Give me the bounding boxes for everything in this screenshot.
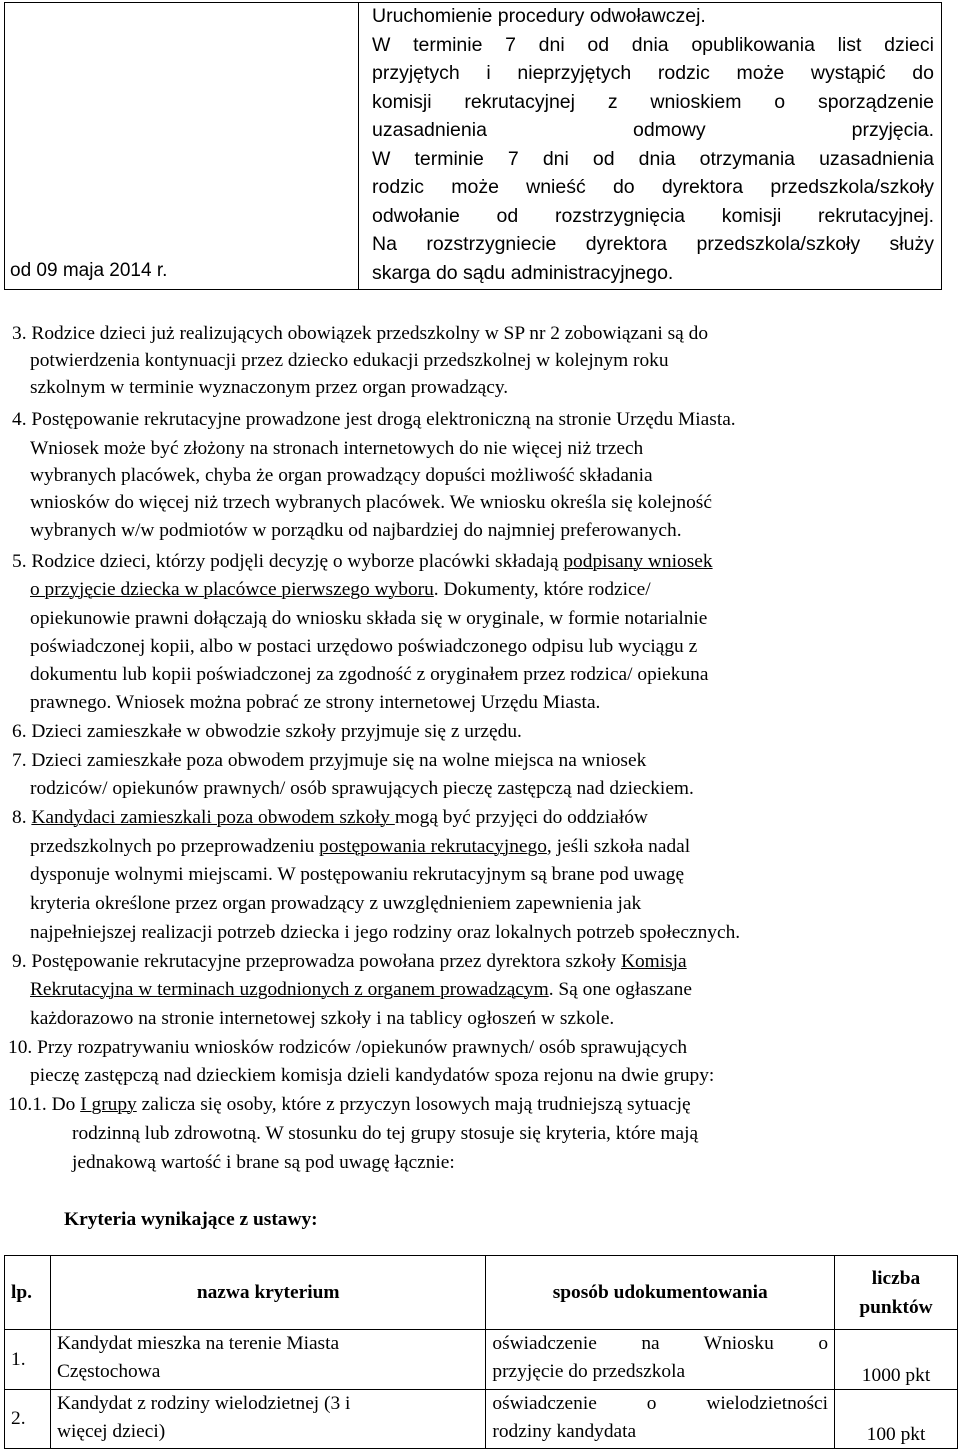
header-doc: sposób udokumentowania: [486, 1256, 835, 1330]
text-run: 8.: [12, 807, 32, 828]
paragraph-8-line: [12, 805, 648, 831]
header-points-line: punktów: [859, 1296, 933, 1318]
cell-line: oświadczenie na Wniosku o: [492, 1333, 829, 1354]
underlined-text: postępowania rekrutacyjnego: [319, 836, 547, 857]
underlined-text: o przyjęcie dziecka w placówce pierwszego wyboru: [30, 579, 434, 600]
underlined-text: I grupy: [80, 1094, 137, 1115]
paragraph-4-line: wybranych w/w podmiotów w porządku od najbardziej do najmniej preferowanych.: [30, 520, 682, 541]
cell-lp: 2.: [5, 1390, 51, 1449]
cell-line: przyjęcie do przedszkola: [492, 1361, 686, 1382]
header-name: nazwa kryterium: [50, 1256, 485, 1330]
cell-line: skarga do sądu administracyjnego.: [372, 261, 674, 284]
paragraph-5-line: [30, 577, 651, 603]
cell-line: Kandydat mieszka na terenie Miasta: [56, 1333, 340, 1354]
underlined-text: podpisany wniosek: [563, 551, 713, 572]
paragraph-3-line: potwierdzenia kontynuacji przez dziecko edukacji przedszkolnej w kolejnym roku: [30, 350, 669, 371]
underlined-text: terminach uzgodnionych z organem prowadzącym: [157, 979, 549, 1000]
cell-points: 100 pkt: [835, 1390, 958, 1449]
table-column-divider: [358, 3, 359, 289]
paragraph-4-line: wniosków do więcej niż trzech wybranych placówek. We wniosku określa się kolejność: [30, 492, 712, 513]
cell-name: [50, 1390, 485, 1449]
paragraph-4-line: Wniosek może być złożony na stronach internetowych do nie więcej niż trzech: [30, 438, 644, 459]
text-run: , jeśli szkoła nadal: [546, 836, 691, 857]
text-run: zalicza się osoby, które z przyczyn losowych mają trudniejszą sytuację: [136, 1094, 691, 1115]
paragraph-10-line: 10. Przy rozpatrywaniu wniosków rodziców /opiekunów prawnych/ osób sprawujących: [8, 1037, 688, 1058]
paragraph-8-line: najpełniejszej realizacji potrzeb dziecka i jego rodziny oraz lokalnych potrzeb społecznych.: [30, 922, 741, 943]
paragraph-6-line: 6. Dzieci zamieszkałe w obwodzie szkoły przyjmuje się z urzędu.: [12, 721, 522, 742]
header-lp: lp.: [5, 1256, 51, 1330]
table-row: [5, 1390, 958, 1449]
paragraph-7-line: 7. Dzieci zamieszkałe poza obwodem przyjmuje się na wolne miejsca na wniosek: [12, 750, 647, 771]
cell-line: odwołanie od rozstrzygnięcia komisji rekrutacyjnej.: [372, 204, 934, 227]
text-run: 5. Rodzice dzieci, którzy podjęli decyzję o wyborze placówki składają: [12, 551, 564, 572]
paragraph-4-line: wybranych placówek, chyba że organ prowadzący dopuści możliwość składania: [30, 465, 653, 486]
cell-line: Częstochowa: [56, 1361, 161, 1382]
cell-name: [50, 1330, 485, 1390]
table-row: [5, 1330, 958, 1390]
cell-line: rodzic może wnieść do dyrektora przedszkola/szkoły: [372, 176, 934, 198]
header-points-line: liczba: [871, 1267, 921, 1289]
paragraph-3-line: 3. Rodzice dzieci już realizujących obowiązek przedszkolny w SP nr 2 zobowiązani są do: [12, 323, 709, 344]
text-run: . Dokumenty, które rodzice/: [433, 579, 651, 600]
paragraph-5-line: poświadczonej kopii, albo w postaci urzędowo poświadczonego odpisu lub wyciągu z: [30, 636, 698, 657]
text-run: przedszkolnych po przeprowadzeniu: [30, 836, 320, 857]
paragraph-8-line: kryteria określone przez organ prowadzący z uwzględnieniem zapewnienia jak: [30, 893, 642, 914]
appeal-procedure-cell: [372, 2, 934, 287]
cell-line: Kandydat z rodziny wielodzietnej (3 i: [56, 1393, 351, 1414]
cell-line: więcej dzieci): [56, 1421, 166, 1442]
cell-points: 1000 pkt: [835, 1330, 958, 1390]
paragraph-9-line: każdorazowo na stronie internetowej szkoły i na tablicy ogłoszeń w szkole.: [30, 1008, 615, 1029]
criteria-table: [4, 1255, 958, 1449]
text-run: . Są one ogłaszane: [548, 979, 692, 1000]
paragraph-4-line: 4. Postępowanie rekrutacyjne prowadzone jest drogą elektroniczną na stronie Urzędu Miasta.: [12, 409, 736, 430]
criteria-heading: Kryteria wynikające z ustawy:: [64, 1209, 318, 1230]
paragraph-10-1-line: jednakową wartość i brane są pod uwagę łącznie:: [72, 1152, 455, 1173]
paragraph-9-line: [30, 977, 692, 1003]
cell-line: Uruchomienie procedury odwoławczej.: [372, 5, 706, 27]
cell-line: komisji rekrutacyjnej z wnioskiem o sporządzenie: [372, 90, 934, 113]
text-run: 10.1. Do: [8, 1094, 81, 1115]
table-header-row: [5, 1256, 958, 1330]
cell-lp: 1.: [5, 1330, 51, 1390]
text-run: 9. Postępowanie rekrutacyjne przeprowadza powołana przez dyrektora szkoły: [12, 951, 621, 972]
cell-line: oświadczenie o wielodzietności: [492, 1393, 829, 1414]
cell-line: W terminie 7 dni od dnia otrzymania uzasadnienia: [372, 147, 934, 170]
underlined-text: Kandydaci zamieszkali poza obwodem szkoły: [31, 807, 395, 828]
cell-line: rodziny kandydata: [492, 1421, 637, 1442]
paragraph-10-1-line: rodzinną lub zdrowotną. W stosunku do tej grupy stosuje się kryteria, które mają: [72, 1123, 699, 1144]
cell-doc: [486, 1330, 835, 1390]
cell-line: uzasadnienia odmowy przyjęcia.: [372, 119, 934, 141]
header-points: [835, 1256, 958, 1330]
date-cell: od 09 maja 2014 r.: [10, 260, 168, 281]
text-run: mogą być przyjęci do oddziałów: [394, 807, 648, 828]
paragraph-8-line: dysponuje wolnymi miejscami. W postępowaniu rekrutacyjnym są brane pod uwagę: [30, 864, 685, 885]
underlined-text: Komisja: [620, 951, 687, 972]
cell-line: przyjętych i nieprzyjętych rodzic może wystąpić do: [372, 62, 934, 84]
paragraph-10-line: pieczę zastępczą nad dzieckiem komisja dzieli kandydatów spoza rejonu na dwie grupy:: [30, 1065, 715, 1086]
cell-line: W terminie 7 dni od dnia opublikowania list dzieci: [372, 33, 934, 56]
paragraph-7-line: rodziców/ opiekunów prawnych/ osób sprawujących pieczę zastępczą nad dzieckiem.: [30, 778, 694, 799]
paragraph-5-line: [12, 549, 713, 575]
paragraph-5-line: opiekunowie prawni dołączają do wniosku składa się w oryginale, w formie notarialnie: [30, 608, 708, 629]
cell-line: Na rozstrzygniecie dyrektora przedszkola/szkoły służy: [372, 233, 934, 255]
paragraph-10-1-line: [8, 1092, 691, 1118]
underlined-text: Rekrutacyjna w: [30, 979, 158, 1000]
paragraph-9-line: [12, 949, 687, 975]
paragraph-3-line: szkolnym w terminie wyznaczonym przez organ prowadzący.: [30, 377, 509, 398]
paragraph-5-line: dokumentu lub kopii poświadczonej za zgodność z oryginałem przez rodzica/ opiekuna: [30, 664, 709, 685]
cell-doc: [486, 1390, 835, 1449]
paragraph-8-line: [30, 834, 690, 860]
paragraph-5-line: prawnego. Wniosek można pobrać ze strony internetowej Urzędu Miasta.: [30, 692, 601, 713]
